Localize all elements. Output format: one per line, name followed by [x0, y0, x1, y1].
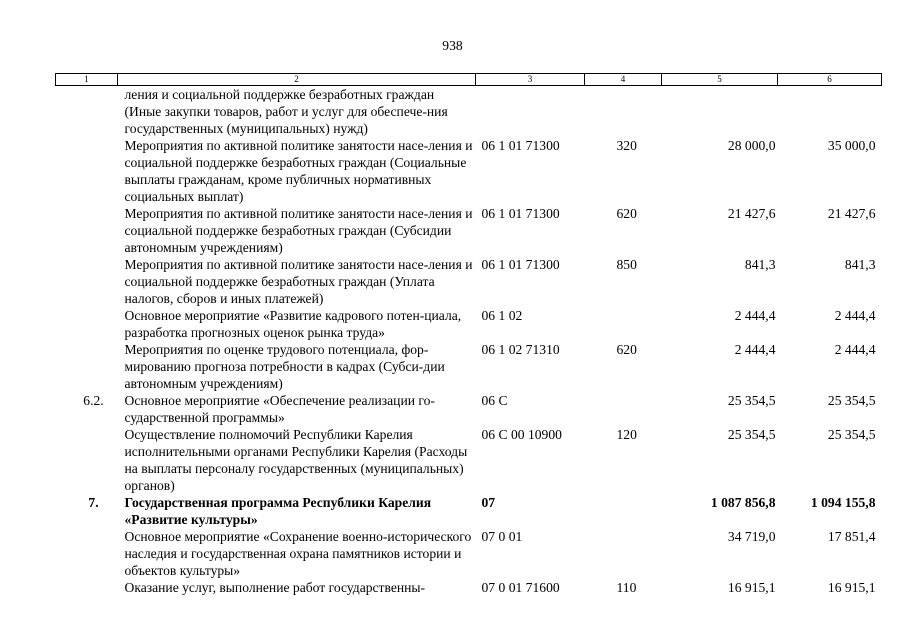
row-amount-1: 25 354,5: [727, 427, 776, 442]
table-row: [56, 579, 882, 596]
row-amount-1: 21 427,6: [727, 206, 776, 221]
row-amount-1: 1 087 856,8: [710, 495, 776, 510]
table-row: [56, 426, 882, 494]
row-expense-type: [585, 494, 662, 528]
table-body: [56, 86, 882, 597]
row-amount-2: 1 094 155,8: [810, 495, 876, 510]
row-expense-type: 120: [616, 427, 637, 442]
row-code: 06 1 01 71300: [481, 257, 560, 272]
row-code: 06 1 01 71300: [481, 206, 560, 221]
row-amount-2: 2 444,4: [834, 342, 876, 357]
row-amount-1: 2 444,4: [734, 342, 776, 357]
row-name: ления и социальной поддержке безработных граждан (Иные закупки товаров, работ и услуг для обеспече-ния государственных (муниципальных) нужд): [124, 87, 448, 136]
row-name: Мероприятия по активной политике занятости насе-ления и социальной поддержке безработных граждан (Социальные выплаты гражданам, кроме публичных нормативных социальных выплат): [124, 138, 473, 204]
header-col-1: 1: [56, 74, 118, 86]
row-code: 06 С 00 10900: [481, 427, 562, 442]
row-number: [56, 528, 118, 579]
row-amount-2: 841,3: [844, 257, 876, 272]
row-name: Государственная программа Республики Карелия «Развитие культуры»: [124, 495, 432, 527]
table-row: [56, 205, 882, 256]
row-code: [476, 86, 585, 138]
row-expense-type: [585, 392, 662, 426]
table-header: [56, 74, 882, 86]
row-expense-type: 620: [616, 342, 637, 357]
table-row: [56, 528, 882, 579]
row-number: 6.2.: [83, 393, 104, 408]
row-code: 07 0 01 71600: [481, 580, 560, 595]
row-name: Мероприятия по оценке трудового потенциала, фор-мированию прогноза потребности в кадрах (Субси-дии автономным учреждениям): [124, 342, 445, 391]
row-code: 07 0 01: [481, 529, 523, 544]
table-row: [56, 307, 882, 341]
page-number: 938: [442, 38, 463, 53]
row-name: Мероприятия по активной политике занятости насе-ления и социальной поддержке безработных граждан (Субсидии автономным учреждениям): [124, 206, 473, 255]
row-amount-2: 16 915,1: [827, 580, 876, 595]
row-expense-type: [585, 528, 662, 579]
row-expense-type: [585, 307, 662, 341]
row-number: [56, 205, 118, 256]
table-row: [56, 256, 882, 307]
row-amount-2: 17 851,4: [827, 529, 876, 544]
row-amount-1: 16 915,1: [727, 580, 776, 595]
header-col-2: 2: [118, 74, 476, 86]
row-code: 07: [481, 495, 496, 510]
row-amount-1: 25 354,5: [727, 393, 776, 408]
row-number: [56, 426, 118, 494]
row-expense-type: [585, 86, 662, 138]
table-row: [56, 86, 882, 138]
row-number: [56, 341, 118, 392]
row-expense-type: 110: [616, 580, 637, 595]
row-expense-type: 620: [616, 206, 637, 221]
row-name: Основное мероприятие «Развитие кадрового потен-циала, разработка прогнозных оценок рынка труда»: [124, 308, 462, 340]
header-col-6: 6: [778, 74, 882, 86]
row-name: Основное мероприятие «Сохранение военно-исторического наследия и государственная охрана памятников истории и объектов культуры»: [124, 529, 472, 578]
row-code: 06 1 02 71310: [481, 342, 560, 357]
table-row: [56, 137, 882, 205]
budget-table: [55, 73, 882, 596]
row-amount-2: 25 354,5: [827, 427, 876, 442]
row-amount-2: 2 444,4: [834, 308, 876, 323]
row-amount-1: 2 444,4: [734, 308, 776, 323]
table-row: [56, 392, 882, 426]
row-name: Оказание услуг, выполнение работ государственны-: [124, 580, 426, 595]
row-expense-type: 850: [616, 257, 637, 272]
row-amount-2: 25 354,5: [827, 393, 876, 408]
row-code: 06 1 01 71300: [481, 138, 560, 153]
row-code: 06 1 02: [481, 308, 523, 323]
row-number: [56, 579, 118, 596]
row-name: Мероприятия по активной политике занятости насе-ления и социальной поддержке безработных граждан (Уплата налогов, сборов и иных платежей): [124, 257, 473, 306]
row-name: Осуществление полномочий Республики Карелия исполнительными органами Республики Карелия (Расходы на выплаты персоналу государственных (муниципальных) органов): [124, 427, 468, 493]
row-number: [56, 256, 118, 307]
row-amount-2: [778, 86, 882, 138]
row-amount-1: 841,3: [744, 257, 776, 272]
header-col-5: 5: [662, 74, 778, 86]
header-col-3: 3: [476, 74, 585, 86]
row-expense-type: 320: [616, 138, 637, 153]
row-name: Основное мероприятие «Обеспечение реализации го-сударственной программы»: [124, 393, 435, 425]
row-number: 7.: [88, 495, 99, 510]
row-number: [56, 86, 118, 138]
row-number: [56, 307, 118, 341]
header-col-4: 4: [585, 74, 662, 86]
row-amount-1: [662, 86, 778, 138]
row-amount-2: 35 000,0: [827, 138, 876, 153]
row-code: 06 С: [481, 393, 508, 408]
row-number: [56, 137, 118, 205]
row-amount-1: 28 000,0: [727, 138, 776, 153]
row-amount-1: 34 719,0: [727, 529, 776, 544]
table-row-program: [56, 494, 882, 528]
row-amount-2: 21 427,6: [827, 206, 876, 221]
table-row: [56, 341, 882, 392]
